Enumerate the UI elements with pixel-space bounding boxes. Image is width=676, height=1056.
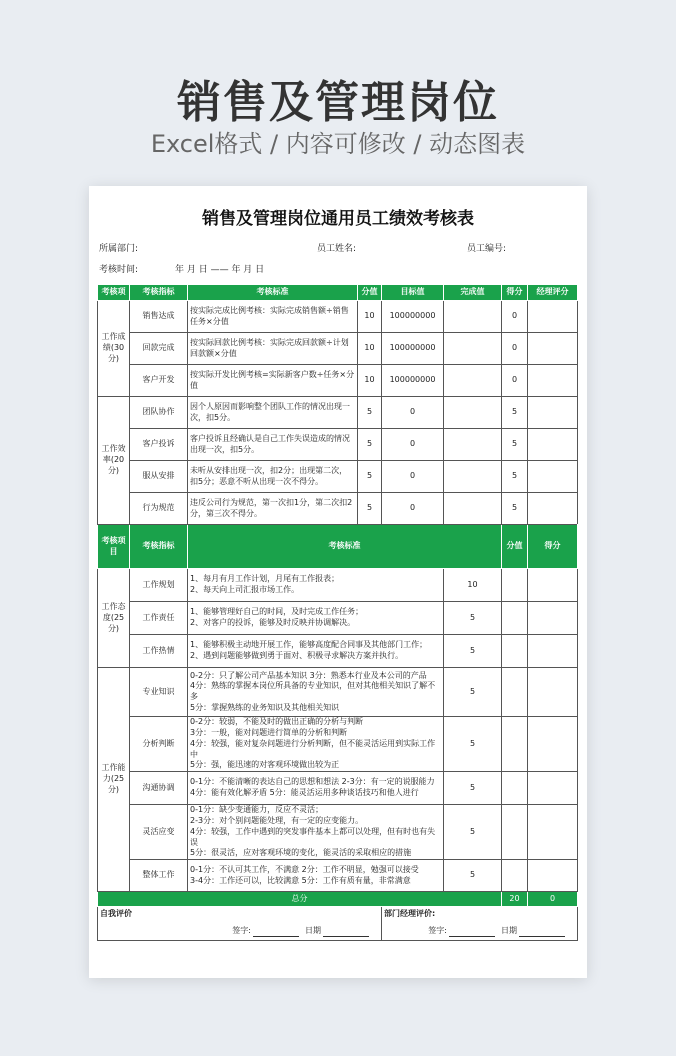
standard-cell <box>188 717 444 772</box>
manager-score-cell <box>528 461 578 493</box>
column-header: 考核指标 <box>130 285 188 301</box>
metric-cell: 服从安排 <box>130 461 188 493</box>
manager-score-cell <box>528 772 578 805</box>
got-cell: 5 <box>502 397 528 429</box>
category-cell: 工作成绩(30分) <box>98 301 130 397</box>
date-label: 日期 <box>305 925 321 935</box>
manager-score-cell <box>528 860 578 892</box>
standard-line: 5分：强，能迅速的对客观环境做出较为正 <box>190 760 340 770</box>
hero-title: 销售及管理岗位 <box>177 77 499 128</box>
table-row <box>98 301 578 333</box>
target-cell: 0 <box>382 461 444 493</box>
score-cell: 10 <box>358 333 382 365</box>
column-header: 考核项目 <box>98 525 130 569</box>
manager-score-cell <box>528 805 578 860</box>
manager-evaluation-label: 部门经理评价: <box>384 909 436 919</box>
column-header: 目标值 <box>382 285 444 301</box>
standard-line: 2、每天向上司汇报市场工作。 <box>190 585 300 595</box>
got-cell <box>502 569 528 602</box>
got-cell: 0 <box>502 301 528 333</box>
metric-cell: 行为规范 <box>130 493 188 525</box>
period-value: 年 月 日 —— 年 月 日 <box>175 265 265 275</box>
standard-line: 5分：掌握熟练的业务知识及其他相关知识 <box>190 702 340 712</box>
hero-subtitle: Excel格式 / 内容可修改 / 动态图表 <box>150 130 526 158</box>
appraisal-table <box>97 284 578 941</box>
sign-label: 签字: <box>232 925 251 935</box>
target-cell: 100000000 <box>382 365 444 397</box>
target-cell: 0 <box>382 397 444 429</box>
metric-cell: 销售达成 <box>130 301 188 333</box>
standard-line: 4分：较强，工作中遇到的突发事件基本上都可以处理，但有时也有失误 <box>190 826 436 847</box>
evaluation-row <box>98 907 578 941</box>
table-row <box>98 635 578 668</box>
got-cell <box>502 860 528 892</box>
score-cell: 5 <box>358 397 382 429</box>
standard-line: 2、对客户的投诉，能够及时反映并协调解决。 <box>190 618 356 628</box>
done-cell <box>444 333 502 365</box>
target-cell: 0 <box>382 429 444 461</box>
column-header: 考核标准 <box>188 525 502 569</box>
got-cell: 5 <box>502 461 528 493</box>
standard-cell <box>188 805 444 860</box>
standard-line: 1、能够管理好自己的时间，及时完成工作任务； <box>190 607 364 617</box>
metric-cell: 沟通协调 <box>130 772 188 805</box>
dept-label: 所属部门: <box>99 244 139 254</box>
standard-cell <box>188 772 444 805</box>
standard-line: 0-2分：较弱，不能及时的做出正确的分析与判断 <box>190 717 364 727</box>
manager-score-cell <box>528 397 578 429</box>
metric-cell: 整体工作 <box>130 860 188 892</box>
total-score: 20 <box>502 892 528 907</box>
manager-score-cell <box>528 569 578 602</box>
standard-cell: 违反公司行为规范，第一次扣1分，第二次扣2分，第三次不得分。 <box>188 493 358 525</box>
manager-score-cell <box>528 301 578 333</box>
table-row <box>98 493 578 525</box>
column-header: 得分 <box>502 285 528 301</box>
period-label: 考核时间: <box>99 265 139 275</box>
table-row <box>98 860 578 892</box>
self-evaluation-label: 自我评价 <box>100 909 132 919</box>
score-cell: 5 <box>444 805 502 860</box>
score-cell: 5 <box>444 772 502 805</box>
table-row <box>98 569 578 602</box>
metric-cell: 专业知识 <box>130 668 188 717</box>
column-header: 经理评分 <box>528 285 578 301</box>
got-cell <box>502 635 528 668</box>
category-cell: 工作态度(25分) <box>98 569 130 668</box>
standard-cell: 按实际完成比例考核：实际完成销售额÷销售任务×分值 <box>188 301 358 333</box>
got-cell <box>502 602 528 635</box>
table-row <box>98 805 578 860</box>
metric-cell: 工作规划 <box>130 569 188 602</box>
score-cell: 5 <box>358 429 382 461</box>
got-cell: 0 <box>502 333 528 365</box>
got-cell: 5 <box>502 429 528 461</box>
score-cell: 5 <box>444 635 502 668</box>
metric-cell: 回款完成 <box>130 333 188 365</box>
total-row <box>98 892 578 907</box>
table-row <box>98 772 578 805</box>
metric-cell: 工作责任 <box>130 602 188 635</box>
column-header: 得分 <box>528 525 578 569</box>
got-cell: 5 <box>502 493 528 525</box>
standard-cell: 客户投诉且经确认是自己工作失误造成的情况出现一次，扣5分。 <box>188 429 358 461</box>
standard-cell: 未听从安排出现一次，扣2分；出现第二次，扣5分；恶意不听从出现一次不得分。 <box>188 461 358 493</box>
manager-score-cell <box>528 429 578 461</box>
signature-line <box>384 920 575 937</box>
sign-field[interactable] <box>253 928 299 937</box>
sign-field[interactable] <box>449 928 495 937</box>
standard-cell <box>188 569 444 602</box>
category-cell: 工作效率(20分) <box>98 397 130 525</box>
target-cell: 100000000 <box>382 333 444 365</box>
score-cell: 5 <box>444 860 502 892</box>
target-cell: 0 <box>382 493 444 525</box>
got-cell <box>502 805 528 860</box>
document-title: 销售及管理岗位通用员工绩效考核表 <box>202 209 474 229</box>
date-field[interactable] <box>323 928 369 937</box>
metric-cell: 客户开发 <box>130 365 188 397</box>
name-label: 员工姓名: <box>317 244 357 254</box>
manager-score-cell <box>528 333 578 365</box>
got-cell <box>502 772 528 805</box>
table-row <box>98 397 578 429</box>
table-header-2 <box>98 525 578 569</box>
metric-cell: 工作热情 <box>130 635 188 668</box>
table-row <box>98 429 578 461</box>
score-cell: 5 <box>444 668 502 717</box>
column-header: 分值 <box>502 525 528 569</box>
table-row <box>98 717 578 772</box>
got-cell <box>502 668 528 717</box>
done-cell <box>444 397 502 429</box>
done-cell <box>444 493 502 525</box>
table-row <box>98 365 578 397</box>
score-cell: 10 <box>358 301 382 333</box>
standard-cell: 按实际回款比例考核：实际完成回款额÷计划回款额×分值 <box>188 333 358 365</box>
metric-cell: 分析判断 <box>130 717 188 772</box>
column-header: 分值 <box>358 285 382 301</box>
score-cell: 5 <box>358 461 382 493</box>
standard-cell <box>188 602 444 635</box>
table-row <box>98 461 578 493</box>
standard-cell: 按实际开发比例考核=实际新客户数÷任务×分值 <box>188 365 358 397</box>
total-manager-score: 0 <box>528 892 578 907</box>
score-cell: 5 <box>444 717 502 772</box>
score-cell: 10 <box>358 365 382 397</box>
standard-line: 3分：一般，能对问题进行简单的分析和判断 <box>190 727 348 737</box>
got-cell: 0 <box>502 365 528 397</box>
metric-cell: 灵活应变 <box>130 805 188 860</box>
column-header: 考核指标 <box>130 525 188 569</box>
standard-cell <box>188 860 444 892</box>
manager-score-cell <box>528 365 578 397</box>
id-label: 员工编号: <box>467 244 507 254</box>
manager-score-cell <box>528 668 578 717</box>
manager-evaluation-cell <box>382 907 578 941</box>
standard-line: 0-2分：只了解公司产品基本知识 3分：熟悉本行业及本公司的产品 <box>190 670 427 680</box>
standard-line: 1、每月有月工作计划，月尾有工作报表； <box>190 574 340 584</box>
score-cell: 5 <box>358 493 382 525</box>
table-row <box>98 602 578 635</box>
score-cell: 5 <box>444 602 502 635</box>
standard-line: 2、遇到问题能够做到勇于面对、积极寻求解决方案并执行。 <box>190 651 404 661</box>
total-label: 总分 <box>98 892 502 907</box>
standard-line: 2-3分：对个别问题能处理，有一定的应变能力。 <box>190 815 364 825</box>
standard-line: 0-1分：不认可其工作，不满意 2分：工作不明显，勉强可以接受 <box>190 864 419 874</box>
column-header: 完成值 <box>444 285 502 301</box>
standard-line: 0-1分：缺少变通能力，反应不灵活； <box>190 805 324 815</box>
done-cell <box>444 365 502 397</box>
date-label: 日期 <box>501 925 517 935</box>
standard-line: 5分：很灵活，应对客观环境的变化，能灵活的采取相应的措施 <box>190 848 412 858</box>
column-header: 考核项 <box>98 285 130 301</box>
done-cell <box>444 429 502 461</box>
standard-line: 0-1分：不能清晰的表达自己的思想和想法 2-3分：有一定的说服能力 <box>190 777 435 787</box>
standard-line: 4分：熟练的掌握本岗位所具备的专业知识，但对其他相关知识了解不多 <box>190 681 436 702</box>
got-cell <box>502 717 528 772</box>
manager-score-cell <box>528 717 578 772</box>
manager-score-cell <box>528 635 578 668</box>
done-cell <box>444 461 502 493</box>
score-cell: 10 <box>444 569 502 602</box>
standard-cell: 因个人原因而影响整个团队工作的情况出现一次，扣5分。 <box>188 397 358 429</box>
document-sheet <box>89 186 587 978</box>
table-header <box>98 285 578 301</box>
standard-cell <box>188 668 444 717</box>
manager-score-cell <box>528 493 578 525</box>
metric-cell: 团队协作 <box>130 397 188 429</box>
standard-line: 4分：能有效化解矛盾 5分：能灵活运用多种谈话技巧和他人进行 <box>190 788 419 798</box>
table-row <box>98 668 578 717</box>
manager-score-cell <box>528 602 578 635</box>
signature-line <box>100 920 379 937</box>
standard-cell <box>188 635 444 668</box>
standard-line: 3-4分：工作还可以，比较满意 5分：工作有质有量，非常满意 <box>190 875 411 885</box>
date-field[interactable] <box>519 928 565 937</box>
column-header: 考核标准 <box>188 285 358 301</box>
table-row <box>98 333 578 365</box>
target-cell: 100000000 <box>382 301 444 333</box>
done-cell <box>444 301 502 333</box>
metric-cell: 客户投诉 <box>130 429 188 461</box>
category-cell: 工作能力(25分) <box>98 668 130 892</box>
sign-label: 签字: <box>428 925 447 935</box>
standard-line: 4分：较强，能对复杂问题进行分析判断，但不能灵活运用到实际工作中 <box>190 738 436 759</box>
standard-line: 1、能够积极主动地开展工作，能够高度配合同事及其他部门工作； <box>190 640 428 650</box>
self-evaluation-cell <box>98 907 382 941</box>
